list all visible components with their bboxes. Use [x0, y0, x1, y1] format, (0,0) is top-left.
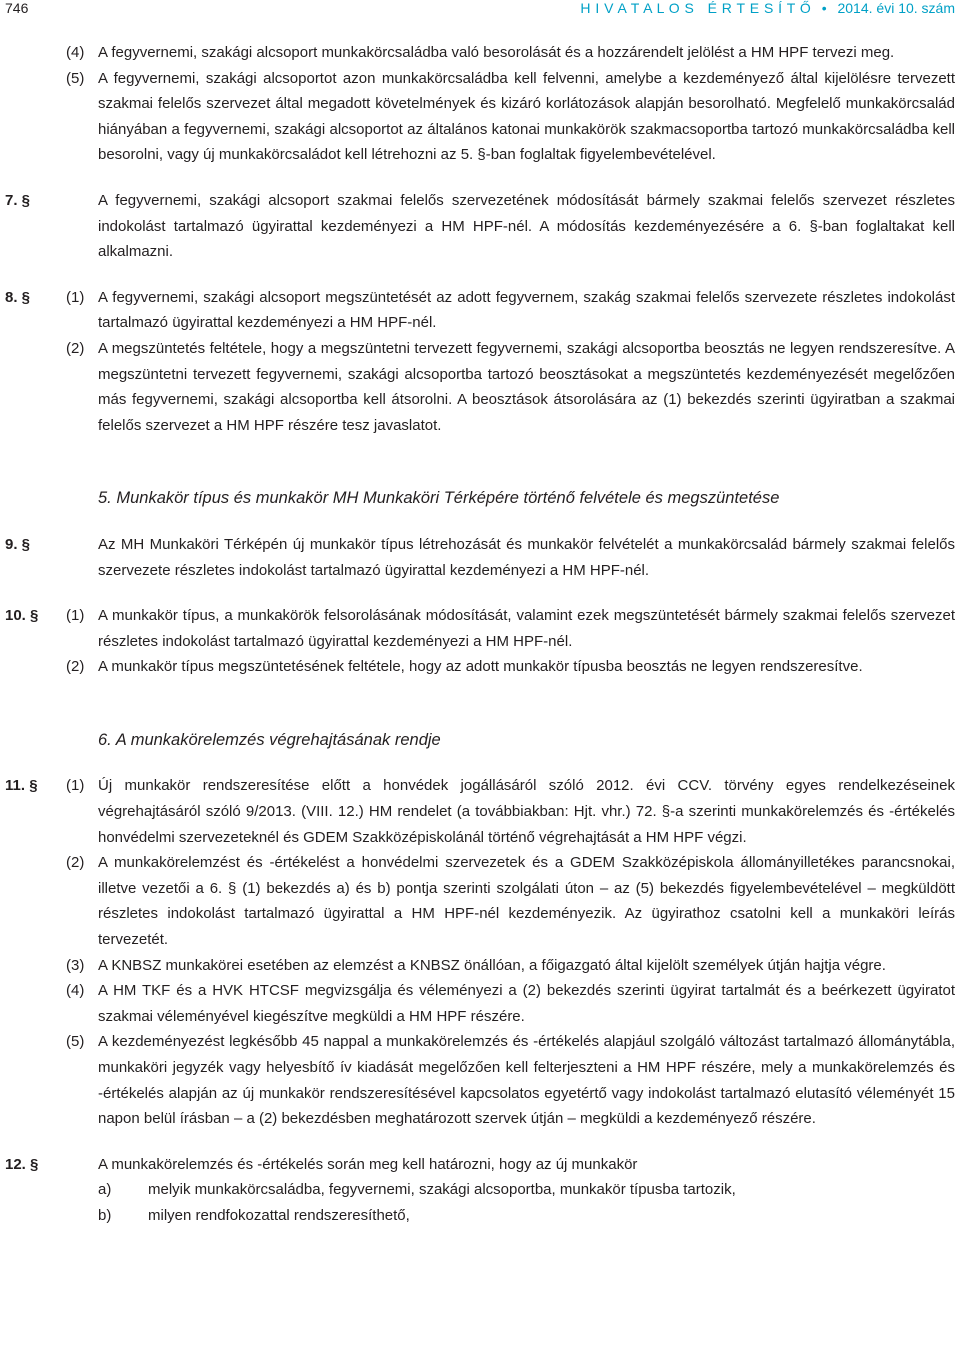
paragraph-text: A megszüntetés feltétele, hogy a megszüntetni tervezett fegyvernemi, szakági alcsoportba beosztás ne legyen rendszeresítve. A megszüntetni tervezett fegyvernemi, szakági alcsoportba tartozó beosztásokat a megszüntetés kezdeményezését megelőzően más fegyvernemi, szakági alcsoportba kell átsorolni. A beosztások átsorolására az (1) bekezdés szerinti ügyiratban a szakmai felelős szervezet a HM HPF részére tesz javaslatot.: [98, 339, 955, 434]
list-item-text: milyen rendfokozattal rendszeresíthető,: [148, 1206, 410, 1224]
paragraph-number: (2): [66, 658, 85, 676]
document-body: [0, 40, 960, 1229]
list-item-label: b): [98, 1206, 112, 1224]
paragraph-text: A munkakörelemzést és -értékelést a honvédelmi szervezetek és a GDEM Szakközépiskola állományilletékes parancsnokai, illetve vezetői a 6. § (1) bekezdés a) és b) pontja szerinti szolgálati úton – az (5) bekezdés figyelembevételével – megküldött részletes indokolást tartalmazó ügyirattal a HM HPF-nél kezdeményezik. Az ügyirathoz csatolni kell a munkaköri leírás tervezetét.: [98, 854, 955, 949]
list-item-text: melyik munkakörcsaládba, fegyvernemi, szakági alcsoportba, munkakör típusba tartozik,: [148, 1181, 736, 1199]
paragraph-text: A munkakörelemzés és -értékelés során meg kell határozni, hogy az új munkakör: [98, 1155, 638, 1173]
paragraph: [0, 336, 960, 438]
section-heading: 6. A munkakörelemzés végrehajtásának rendje: [98, 730, 441, 749]
paragraph: [0, 654, 960, 680]
paragraph-number: (4): [66, 982, 85, 1000]
list-item: [0, 1203, 960, 1229]
section-paragraph: [0, 285, 960, 336]
paragraph-text: A HM TKF és a HVK HTCSF megvizsgálja és véleményezi a (2) bekezdés szerinti ügyirat tartalmát és a beérkezett ügyiratot szakmai véleményével kiegészítve megküldi a HM HPF részére.: [98, 982, 955, 1025]
paragraph-text: A fegyvernemi, szakági alcsoport munkakörcsaládba való besorolását és a hozzárendelt jelölést a HM HPF tervezi meg.: [98, 44, 895, 61]
paragraph-number: (1): [66, 607, 85, 625]
page-header: [0, 0, 960, 22]
paragraph: [0, 850, 960, 952]
section-paragraph: [0, 532, 960, 583]
paragraph-number: (3): [66, 956, 85, 974]
paragraph-text: Az MH Munkaköri Térképén új munkakör típus létrehozását és munkakör felvételét a munkakörcsalád bármely szakmai felelős szervezete részletes indokolást tartalmazó ügyirattal kezdeményezi a HM HPF-nél.: [98, 535, 955, 579]
paragraph-number: (1): [66, 288, 85, 306]
section-number: 8. §: [5, 288, 31, 306]
section-paragraph: [0, 773, 960, 850]
section-heading: 5. Munkakör típus és munkakör MH Munkaköri Térképére történő felvétele és megszüntetése: [98, 489, 780, 508]
paragraph: [0, 40, 960, 66]
paragraph-text: Új munkakör rendszeresítése előtt a honvédek jogállásáról szóló 2012. évi CCV. törvény egyes rendelkezéseinek végrehajtásáról szóló 9/2013. (VIII. 12.) HM rendelet (a továbbiakban: Hjt. vhr.) 72. §-a szerinti munkakörelemzés és -értékelés honvédelmi szervezeteknél és GDEM Szakközépiskolánál történő végrehajtását a HM HPF végzi.: [98, 777, 955, 846]
paragraph: [0, 978, 960, 1029]
section-paragraph: [0, 603, 960, 654]
paragraph-number: (2): [66, 339, 85, 357]
journal-header: [580, 0, 955, 16]
paragraph-number: (5): [66, 1033, 85, 1051]
paragraph-text: A munkakör típus, a munkakörök felsorolásának módosítását, valamint ezek megszüntetését bármely szakmai felelős szervezet részletes indokolást tartalmazó ügyirattal kezdeményezi a HM HPF-nél.: [98, 607, 955, 650]
journal-title: H I V A T A L O S É R T E S Í T Ő: [580, 0, 812, 16]
header-bullet: •: [821, 0, 828, 16]
paragraph: [0, 1029, 960, 1131]
section-number: 9. §: [5, 535, 31, 553]
paragraph-number: (2): [66, 854, 85, 872]
section-paragraph: [0, 188, 960, 265]
paragraph-text: A fegyvernemi, szakági alcsoport megszüntetését az adott fegyvernem, szakág szakmai felelős szervezete részletes indokolást tartalmazó ügyirattal kezdeményezi a HM HPF-nél.: [98, 288, 955, 332]
paragraph-text: A fegyvernemi, szakági alcsoportot azon munkakörcsaládba kell felvenni, amelybe a kezdeményező által kijelölésre tervezett szakmai felelős szervezet által megadott követelmények és kizáró korlátozások alapján besorolható. Megfelelő munkakörcsalád hiányában a fegyvernemi, szakági alcsoportot az általános katonai munkakörök szakmacsoportba tartozó munkakörcsaládba kell besorolni, vagy új munkakörcsaládot kell létrehozni az 5. §-ban foglaltak figyelembevételével.: [98, 69, 955, 164]
section-paragraph: [0, 1152, 960, 1178]
issue-number: 2014. évi 10. szám: [837, 0, 955, 16]
section-number: 10. §: [5, 607, 39, 625]
list-item: [0, 1177, 960, 1203]
section-number: 7. §: [5, 191, 31, 209]
section-number: 11. §: [5, 777, 38, 795]
paragraph: [0, 953, 960, 979]
paragraph-number: (5): [66, 69, 85, 87]
list-item-label: a): [98, 1181, 112, 1199]
paragraph-text: A munkakör típus megszüntetésének feltétele, hogy az adott munkakör típusba beosztás ne legyen rendszeresítve.: [98, 658, 863, 676]
paragraph-number: (4): [66, 44, 85, 61]
paragraph: [0, 66, 960, 168]
page-number: 746: [5, 0, 29, 16]
paragraph-text: A KNBSZ munkakörei esetében az elemzést a KNBSZ önállóan, a főigazgató által kijelölt személyek útján hajtja végre.: [98, 956, 886, 974]
paragraph-number: (1): [66, 777, 85, 795]
section-number: 12. §: [5, 1155, 39, 1173]
paragraph-text: A kezdeményezést legkésőbb 45 nappal a munkakörelemzés és -értékelés alapjául szolgáló változást tartalmazó állománytábla, munkaköri jegyzék vagy helyesbítő ív kiadását megelőzően kell felterjeszteni a HM HPF részére, mely a munkakörelemzés és -értékelés alapján az új munkakör rendszeresítésével kapcsolatos egyetértő vagy indokolást tartalmazó elutasító véleményét 15 napon belül írásban – a (2) bekezdésben meghatározott szervek útján – megküldi a kezdeményező részére.: [98, 1033, 955, 1128]
paragraph-text: A fegyvernemi, szakági alcsoport szakmai felelős szervezetének módosítását bármely szakmai felelős szervezet részletes indokolást tartalmazó ügyirattal kezdeményezi a HM HPF-nél. A módosítás kezdeményezésére a 6. §-ban foglaltakat kell alkalmazni.: [98, 191, 955, 261]
